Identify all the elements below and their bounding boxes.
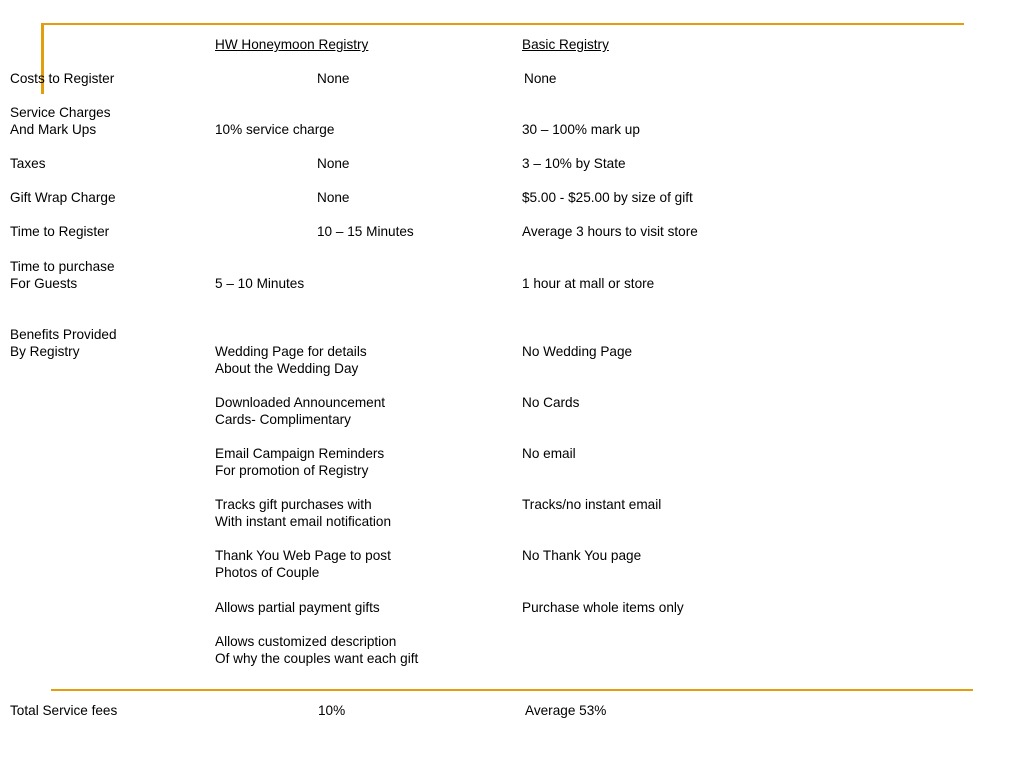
value-taxes-basic: 3 – 10% by State <box>522 156 626 171</box>
label-costs: Costs to Register <box>10 71 115 86</box>
value-time-register-basic: Average 3 hours to visit store <box>522 224 698 239</box>
label-time-purchase-2: For Guests <box>10 276 78 291</box>
benefit-2-line2: Cards- Complimentary <box>215 412 351 427</box>
label-total: Total Service fees <box>10 703 118 718</box>
benefit-7-line2: Of why the couples want each gift <box>215 651 419 666</box>
benefit-4-line2: With instant email notification <box>215 514 392 529</box>
benefit-1-basic: No Wedding Page <box>522 344 633 359</box>
value-costs-basic: None <box>524 71 557 86</box>
value-service-basic: 30 – 100% mark up <box>522 122 640 137</box>
benefit-4-basic: Tracks/no instant email <box>522 497 662 512</box>
benefit-1-line2: About the Wedding Day <box>215 361 359 376</box>
label-time-register: Time to Register <box>10 224 110 239</box>
value-time-purchase-hw: 5 – 10 Minutes <box>215 276 305 291</box>
label-time-purchase-1: Time to purchase <box>10 259 115 274</box>
benefit-5-basic: No Thank You page <box>522 548 642 563</box>
benefit-4-line1: Tracks gift purchases with <box>215 497 372 512</box>
header-basic-registry: Basic Registry <box>522 37 609 52</box>
value-total-basic: Average 53% <box>525 703 607 718</box>
benefit-2-basic: No Cards <box>522 395 580 410</box>
label-benefits-2: By Registry <box>10 344 80 359</box>
label-giftwrap: Gift Wrap Charge <box>10 190 116 205</box>
benefit-6-line1: Allows partial payment gifts <box>215 600 380 615</box>
benefit-3-line1: Email Campaign Reminders <box>215 446 385 461</box>
benefit-7-line1: Allows customized description <box>215 634 397 649</box>
label-service-2: And Mark Ups <box>10 122 97 137</box>
header-hw-registry: HW Honeymoon Registry <box>215 37 369 52</box>
top-accent-line <box>42 23 964 25</box>
value-costs-hw: None <box>317 71 350 86</box>
benefit-3-line2: For promotion of Registry <box>215 463 369 478</box>
value-giftwrap-basic: $5.00 - $25.00 by size of gift <box>522 190 693 205</box>
benefit-2-line1: Downloaded Announcement <box>215 395 386 410</box>
benefit-5-line1: Thank You Web Page to post <box>215 548 391 563</box>
benefit-5-line2: Photos of Couple <box>215 565 320 580</box>
value-giftwrap-hw: None <box>317 190 350 205</box>
label-service-1: Service Charges <box>10 105 111 120</box>
benefit-3-basic: No email <box>522 446 576 461</box>
benefit-1-line1: Wedding Page for details <box>215 344 367 359</box>
value-taxes-hw: None <box>317 156 350 171</box>
label-benefits-1: Benefits Provided <box>10 327 117 342</box>
label-taxes: Taxes <box>10 156 46 171</box>
value-service-hw: 10% service charge <box>215 122 335 137</box>
value-time-purchase-basic: 1 hour at mall or store <box>522 276 655 291</box>
bottom-accent-line <box>51 689 973 691</box>
value-time-register-hw: 10 – 15 Minutes <box>317 224 414 239</box>
value-total-hw: 10% <box>318 703 346 718</box>
benefit-6-basic: Purchase whole items only <box>522 600 684 615</box>
